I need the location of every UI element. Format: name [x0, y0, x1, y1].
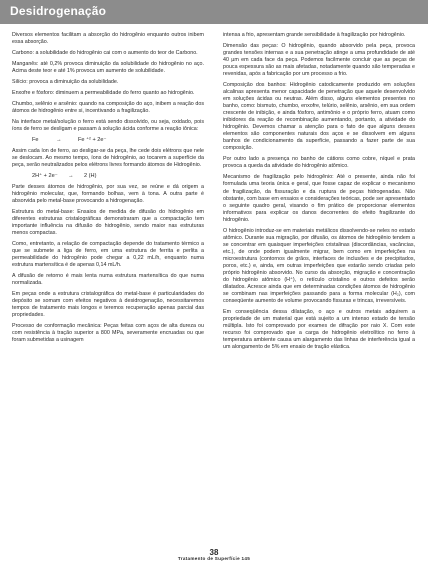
page-number: 38	[209, 548, 219, 557]
paragraph: Na interface metal/solução o ferro está sendo dissolvido, ou seja, oxidado, pois íons de ferro se desligam e passam à solução ácida conforme a reação iônica:	[12, 118, 204, 132]
right-column	[223, 32, 415, 355]
paragraph: Composição dos banhos: Hidrogênio catodicamente produzido em soluções alcalinas apresenta menor capacidade de penetração que aquele desenvolvido em soluções ácidas ou neutras. Além disso, alguns elementos presentes no banho, como: bismuto, chumbo, enxofre, telúrio, selênio, arsênio, em sua ordem crescente de inibição, e ainda fósforo, antimônio e o próprio ferro, atuam como inibidores da reação de recombinação aumentando, portanto, a atividade do hidrogênio. Devemos chamar a atenção para o fato de que alguns desses elementos são componentes naturais dos aços e se dissolvem em alguns banhos de condicionamento da superfície, passando a fazer parte de sua composição.	[223, 82, 415, 152]
equation-left: 2H⁺ + 2e⁻	[32, 172, 58, 179]
section-header-bar	[0, 0, 428, 24]
journal-name: Tratamento de Superfície 145	[177, 556, 251, 561]
equation-right: Fe ⁺² + 2e⁻	[78, 136, 107, 143]
equation-right: 2 (H)	[84, 172, 97, 179]
equation-arrow: →	[56, 136, 62, 143]
paragraph: Manganês: até 0,2% provoca diminuição da solubilidade do hidrogênio no aço. Acima deste teor e até 1% provoca um aumento de solubilidade.	[12, 60, 204, 74]
paragraph: Mecanismo de fragilização pelo hidrogênio: Até o presente, ainda não foi formulada uma teoria única e geral, que fosse capaz de explicar o mecanismo de fragilização, da fissuração e da ruptura de peças hidrogenadas. Não obstante, com base em ensaios e considerações teóricas, pode ser apresentado o seguinte quadro geral, visando o fim prático de proporcionar elementos informativos para explicar os danos decorrentes do efeito fragilizante do hidrogênio.	[223, 174, 415, 223]
paragraph: Parte desses átomos de hidrogênio, por sua vez, se reúne e dá origem a hidrogênio molecular, que, formando bolhas, vem à tona. A outra parte é absorvida pelo metal-base provocando a hidrogenação.	[12, 183, 204, 204]
paragraph: O hidrogênio introduz-se em materiais metálicos dissolvendo-se neles no estado atômico. Durante sua migração, por difusão, os átomos de hidrogênio tendem a se concentrar em quaisquer imperfeições cristalinas (discordâncias, vacâncias, etc.), de onde podem igualmente migrar, bem como em imperfeições na microestrutura (contornos de grãos, interfaces de inclusões e de precipitados, poros, etc.) e, ainda, em outras imperfeições que estarão sendo criadas pelo próprio hidrogênio absorvido. No curso da absorção, migração e concentração do hidrogênio atômico (H⁺), o retículo cristalino e outros defeitos serão dilatados. Acresce ainda que em determinadas condições átomos de hidrogênio se combinam nas imperfeições passando para a forma molecular (H₂), com conseqüente aumento de volume provocando fissuras e trincas, irreversíveis.	[223, 227, 415, 305]
paragraph: Por outro lado a presença no banho de cátions como cobre, níquel e prata provoca a queda da atividade do hidrogênio atômico.	[223, 156, 415, 170]
paragraph: intensa a frio, apresentam grande sensibilidade à fragilização por hidrogênio.	[223, 32, 406, 38]
left-column	[12, 32, 204, 348]
equation-hydrogen-reduction	[32, 173, 204, 180]
paragraph: Como, entretanto, a relação de compactação depende do tratamento térmico a que se submete a liga de ferro, em uma estrutura de ferrita e perlita a permeabilidade do hidrogênio pode chegar a 0,22 mL/h, enquanto numa estrutura martensítica é de apenas 0,14 mL/h.	[12, 240, 204, 268]
paragraph: Estrutura do metal-base: Ensaios de medida de difusão do hidrogênio em diferentes estruturas cristalográficas demonstraram que a compactação tem importante influência na difusão do hidrogênio, sendo maior nas estruturas menos compactas.	[12, 208, 204, 236]
paragraph: Carbono: a solubilidade do hidrogênio cai com o aumento do teor de Carbono.	[12, 49, 198, 56]
equation-left: Fe	[32, 136, 39, 143]
paragraph: Em conseqüência dessa dilatação, o aço e outros metais adquirem a propriedade de um material que está sujeito a um intenso estado de tensão múltipla. Isto foi comprovado por exames de difração por raio X. Com este recurso foi comprovado que a carga de hidrogênio eletrolítico no ferro à temperatura ambiente causa um alargamento das linhas de interferência igual a um alongamento de 5% em ensaio de tração elástica.	[223, 309, 415, 351]
paragraph: A difusão de retorno é mais lenta numa estrutura martensítica do que numa normalizada.	[12, 272, 204, 286]
equation-iron-oxidation	[32, 137, 204, 144]
paragraph: Silício: provoca a diminuição da solubilidade.	[12, 78, 119, 85]
equation-arrow: →	[68, 172, 74, 179]
paragraph: Dimensão das peças: O hidrogênio, quando absorvido pela peça, provoca grandes tensões internas e a sua penetração atinge a uma profundidade de até 40 µm em cada face da peça. Podemos facilmente concluir que as peças de pouca espessura são as mais afetadas, notadamente quando são temperadas e revenidas, após a fabricação por um processo a frio.	[223, 42, 415, 78]
paragraph: Assim cada íon de ferro, ao desligar-se da peça, lhe cede dois elétrons que nele se deslocam. Ao mesmo tempo, íons de hidrogênio, ao tocarem a superfície da peça, serão neutralizados pelos elétrons livres formando átomos de Hidrogênio.	[12, 147, 204, 168]
paragraph: Chumbo, selênio e arsênio: quando na composição do aço, inibem a reação dos átomos de hidrogênio entre si, incentivando a fragilização.	[12, 100, 204, 114]
paragraph: Processo de conformação mecânica: Peças feitas com aços de alta dureza ou com resistência à tração superior a 800 MPa, severamente encruadas ou que foram submetidas a usinagem	[12, 322, 204, 343]
paragraph: Diversos elementos facilitam a absorção do hidrogênio enquanto outros inibem essa absorção.	[12, 32, 204, 46]
section-title: Desidrogenação	[10, 4, 107, 18]
paragraph: Enxofre e fósforo: diminuem a permeabilidade do ferro quanto ao hidrogênio.	[12, 89, 195, 96]
paragraph: Em peças onde a estrutura cristalográfica do metal-base é particularidades do depósito se somam com efeitos negativos à desidrogenação, necessitaremos tempos de tratamento mais longos e teremos recuperação apenas parcial das propriedades.	[12, 290, 204, 318]
